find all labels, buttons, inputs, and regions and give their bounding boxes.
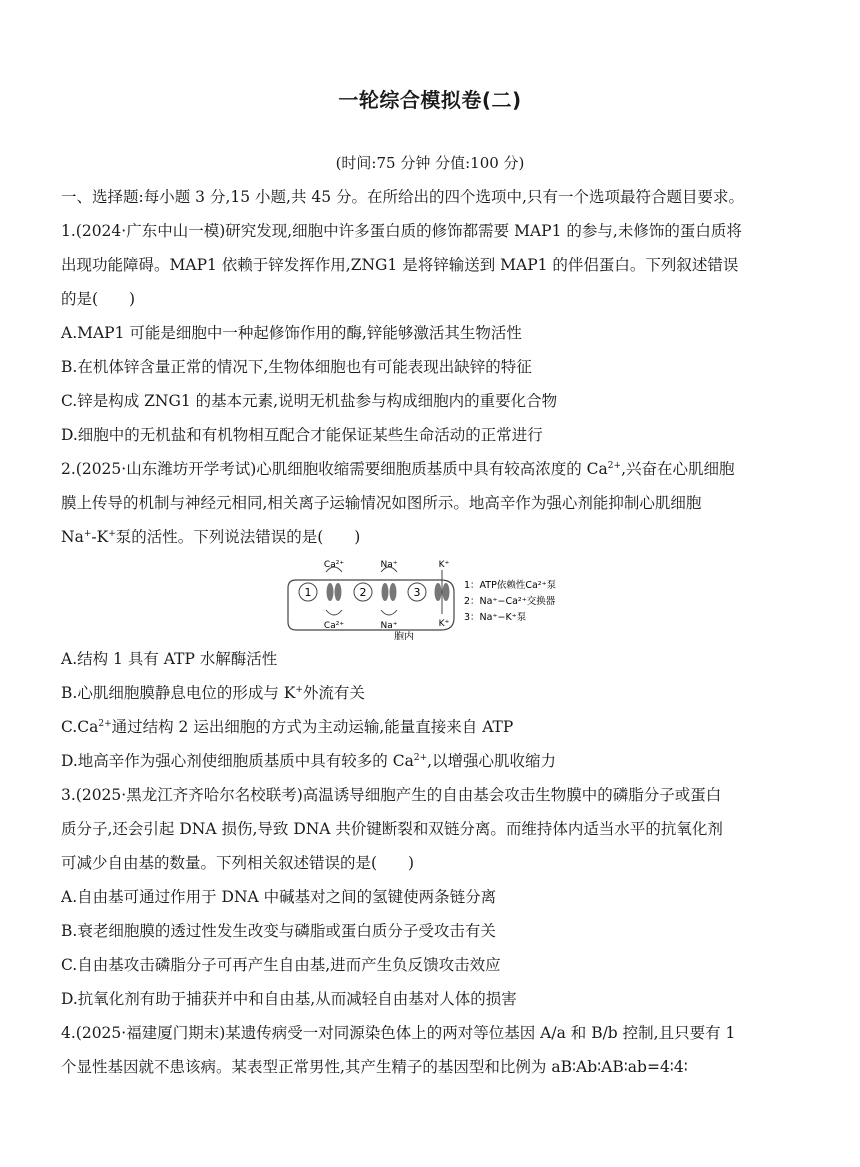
exam-time-score: (时间:75 分钟 分值:100 分) xyxy=(335,154,525,172)
q1-option-b: B.在机体锌含量正常的情况下,生物体细胞也有可能表现出缺锌的特征 xyxy=(61,358,532,376)
q3-stem-line: 质分子,还会引起 DNA 损伤,导致 DNA 共价键断裂和双链分离。而维持体内适当水平的抗氧化剂 xyxy=(61,820,723,838)
structure-2-label: 2 xyxy=(359,586,367,599)
structure-3-label: 3 xyxy=(413,586,421,599)
q2-text: 外流有关 xyxy=(302,684,365,702)
q3-option-b: B.衰老细胞膜的透过性发生改变与磷脂或蛋白质分子受攻击有关 xyxy=(61,922,496,940)
ion-ca-top: Ca²⁺ xyxy=(323,560,345,570)
q4-stem-line: 4.(2025·福建厦门期末)某遗传病受一对同源染色体上的两对等位基因 A/a 和 B/b 控制,且只要有 1 xyxy=(61,1024,736,1042)
q2-option-c xyxy=(61,710,803,744)
ion-k-bottom: K⁺ xyxy=(438,619,450,629)
q3-stem-line: 3.(2025·黑龙江齐齐哈尔名校联考)高温诱导细胞产生的自由基会攻击生物膜中的磷脂分子或蛋白 xyxy=(61,786,722,804)
q1-option-c: C.锌是构成 ZNG1 的基本元素,说明无机盐参与构成细胞内的重要化合物 xyxy=(61,392,558,410)
q2-option-a: A.结构 1 具有 ATP 水解酶活性 xyxy=(61,650,278,668)
q2-text: -K xyxy=(91,528,109,546)
channel-subunit xyxy=(435,583,442,601)
q2-stem-line xyxy=(61,452,803,486)
q2-superscript: + xyxy=(83,529,92,539)
ca-pump-channel xyxy=(326,567,342,615)
q2-text: 通过结构 2 运出细胞的方式为主动运输,能量直接来自 ATP xyxy=(111,718,514,736)
ca-arrow-bottom xyxy=(326,610,342,615)
q2-text: ,以增强心肌收缩力 xyxy=(427,752,557,770)
q2-text: Na xyxy=(61,528,84,546)
q2-superscript: 2+ xyxy=(98,719,112,729)
legend-item-1: 1：ATP依赖性Ca²⁺泵 xyxy=(464,580,557,591)
q1-stem-line: 出现功能障碍。MAP1 依赖于锌发挥作用,ZNG1 是将锌输送到 MAP1 的伴侣蛋白。下列叙述错误 xyxy=(61,256,739,274)
q3-option-a: A.自由基可通过作用于 DNA 中碱基对之间的氢键使两条链分离 xyxy=(61,888,497,906)
channel-subunit xyxy=(327,583,334,601)
structure-1-label: 1 xyxy=(304,586,312,599)
ion-na-top: Na⁺ xyxy=(380,560,398,570)
q2-text: C.Ca xyxy=(61,718,99,736)
q1-option-d: D.细胞中的无机盐和有机物相互配合才能保证某些生命活动的正常进行 xyxy=(61,426,543,444)
inside-cell-label: 胞内 xyxy=(394,632,414,640)
q2-superscript: 2+ xyxy=(413,753,428,763)
q1-stem-line: 的是( ) xyxy=(61,290,136,308)
na-arrow-bottom xyxy=(381,610,397,615)
q3-stem-line: 可减少自由基的数量。下列相关叙述错误的是( ) xyxy=(61,854,415,872)
q2-superscript: + xyxy=(295,685,303,695)
q1-option-a: A.MAP1 可能是细胞中一种起修饰作用的酶,锌能够激活其生物活性 xyxy=(61,324,522,342)
q2-stem-line xyxy=(61,520,803,554)
q2-superscript: 2+ xyxy=(607,461,622,471)
section-heading: 一、选择题:每小题 3 分,15 小题,共 45 分。在所给出的四个选项中,只有一个选项最符合题目要求。 xyxy=(61,188,744,206)
ion-ca-bottom: Ca²⁺ xyxy=(323,621,345,631)
q2-text: ,兴奋在心肌细胞 xyxy=(621,460,735,478)
question-4 xyxy=(61,1016,803,1084)
q3-option-c: C.自由基攻击磷脂分子可再产生自由基,进而产生负反馈攻击效应 xyxy=(61,956,501,974)
na-ca-exchanger-channel xyxy=(381,567,397,615)
legend-item-2: 2：Na⁺−Ca²⁺交换器 xyxy=(464,596,556,607)
channel-subunit xyxy=(443,583,450,601)
channel-subunit xyxy=(382,583,389,601)
question-3 xyxy=(61,778,803,1016)
q3-option-d: D.抗氧化剂有助于捕获并中和自由基,从而减轻自由基对人体的损害 xyxy=(61,990,517,1008)
question-1 xyxy=(61,214,803,452)
q4-stem-line: 个显性基因就不患该病。某表型正常男性,其产生精子的基因型和比例为 aB∶Ab∶AB∶ab=4∶4∶ xyxy=(61,1058,688,1076)
channel-subunit xyxy=(390,583,397,601)
q2-text: 2.(2025·山东潍坊开学考试)心肌细胞收缩需要细胞质基质中具有较高浓度的 Ca xyxy=(61,460,608,478)
channel-subunit xyxy=(335,583,342,601)
ion-transport-figure xyxy=(61,554,803,642)
ion-k-top: K⁺ xyxy=(438,560,450,570)
q2-text: B.心肌细胞膜静息电位的形成与 K xyxy=(61,684,296,702)
legend-item-3: 3：Na⁺−K⁺泵 xyxy=(464,612,527,623)
page-title: 一轮综合模拟卷(二) xyxy=(338,88,522,112)
q1-stem-line: 1.(2024·广东中山一模)研究发现,细胞中许多蛋白质的修饰都需要 MAP1 的参与,未修饰的蛋白质将 xyxy=(61,222,742,240)
q2-option-b xyxy=(61,676,803,710)
q2-text: 泵的活性。下列说法错误的是( ) xyxy=(115,528,361,546)
q2-option-d xyxy=(61,744,803,778)
ion-transport-diagram xyxy=(286,558,646,640)
na-k-pump-channel xyxy=(435,570,450,614)
question-2 xyxy=(61,452,803,778)
q2-text: D.地高辛作为强心剂使细胞质基质中具有较多的 Ca xyxy=(61,752,414,770)
q2-stem-line: 膜上传导的机制与神经元相同,相关离子运输情况如图所示。地高辛作为强心剂能抑制心肌细胞 xyxy=(61,494,702,512)
exam-content xyxy=(61,180,803,1084)
ion-na-bottom: Na⁺ xyxy=(380,621,398,631)
q2-superscript: + xyxy=(108,529,116,539)
